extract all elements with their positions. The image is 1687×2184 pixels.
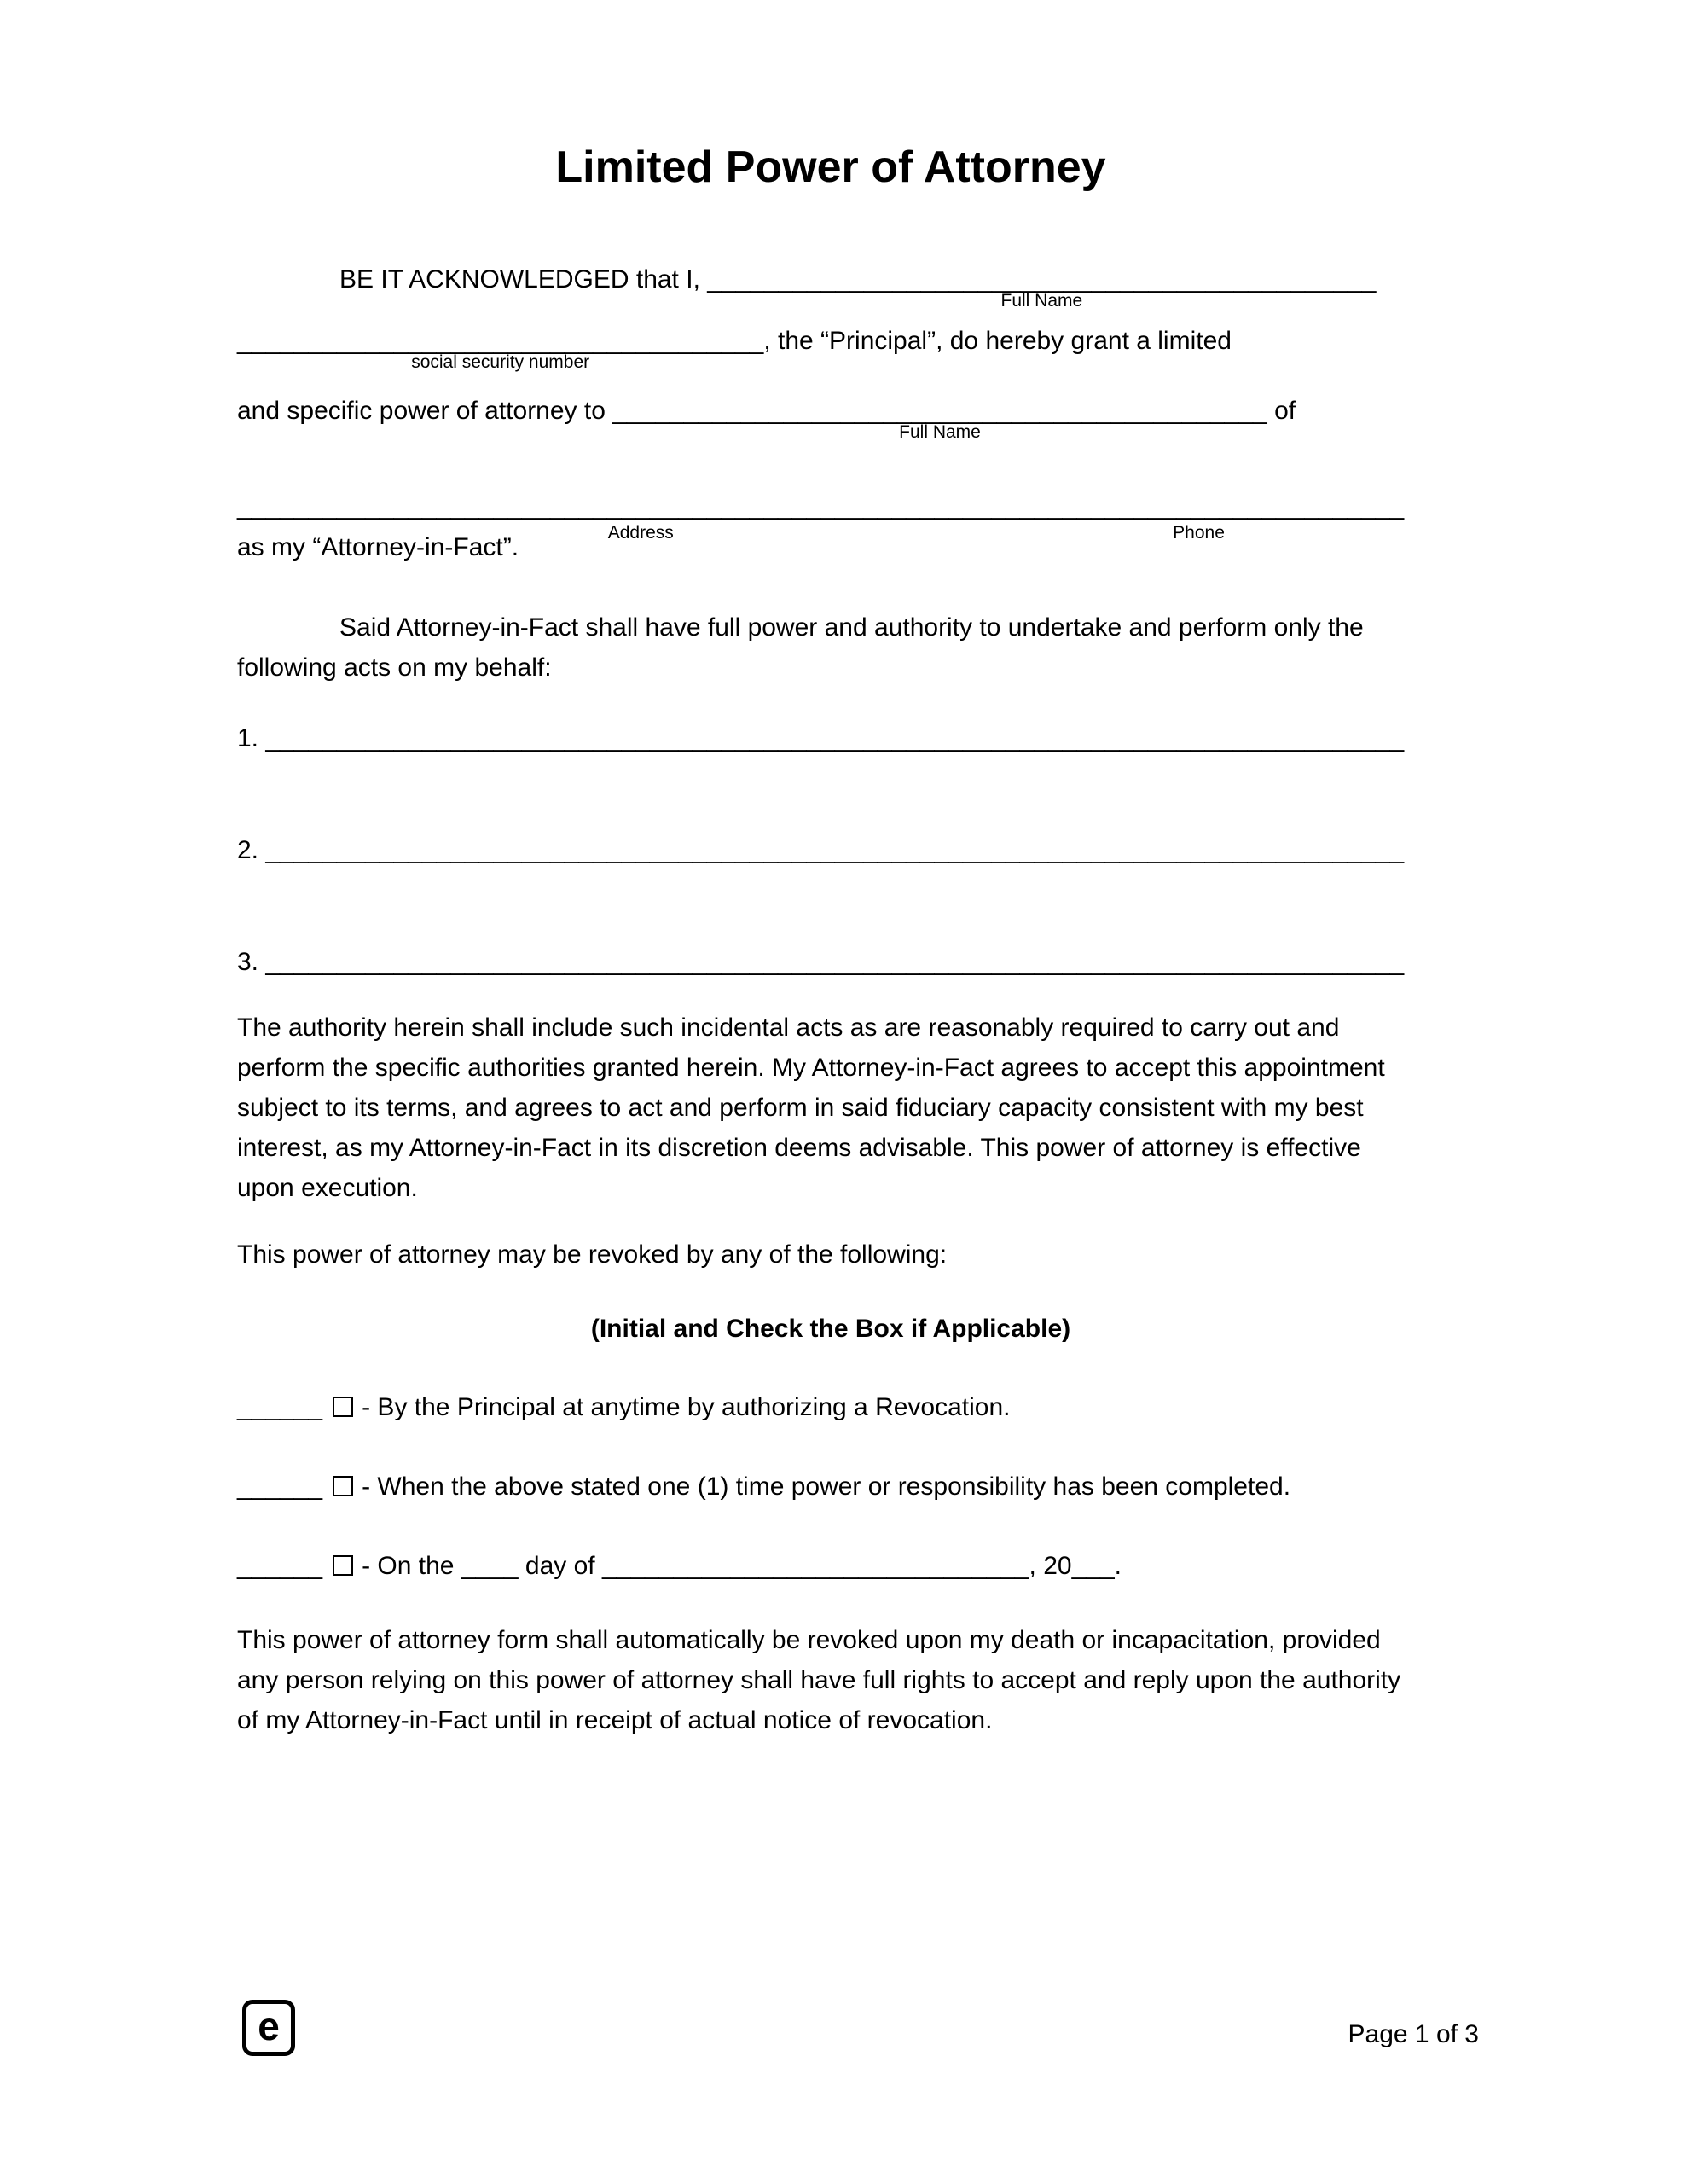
year-blank[interactable]: ___ [1071,1552,1115,1581]
power-item [237,943,1424,982]
revocation-option-principal [237,1387,1424,1427]
power-number: 2. [237,836,259,865]
initial-blank[interactable]: ______ [237,1552,323,1581]
grant-line [237,392,1424,443]
power-item [237,831,1424,870]
document-content [237,141,1424,1740]
checkbox-icon[interactable] [333,1476,353,1496]
option-year-prefix: , 20 [1029,1552,1072,1581]
power-blank[interactable]: ________________________________________________________________________________ [265,836,1405,865]
address-phone-line [237,487,1424,543]
grant-prefix: and specific power of attorney to [237,397,613,426]
address-label: Address [607,523,674,543]
ssn-blank[interactable]: _____________________________________ [237,327,764,356]
eforms-logo-letter: e [258,2004,280,2048]
authority-paragraph: The authority herein shall include such incidental acts as are reasonably required to carry out and perform the specific authorities granted herein. My Attorney-in-Fact agrees to accept this appointment subject to its terms, and agrees to act and perform in said fiduciary capacity consistent with my best interest, as my Attorney-in-Fact in its discretion deems advisable. This power of attorney is effective upon execution. [237,1014,1385,1203]
ssn-line [237,322,1424,373]
day-blank[interactable]: ____ [461,1552,519,1581]
checkbox-icon[interactable] [333,1555,353,1576]
acknowledge-prefix: BE IT ACKNOWLEDGED that I, [339,265,708,294]
phone-label: Phone [1173,523,1225,543]
agent-full-name-label: Full Name [899,422,981,443]
powers-instruction: Said Attorney-in-Fact shall have full power and authority to undertake and perform only the following acts on my behalf: [237,613,1364,682]
page-indicator: Page 1 of 3 [1348,2020,1479,2048]
revocation-heading: (Initial and Check the Box if Applicable) [590,1315,1071,1344]
checkbox-icon[interactable] [333,1397,353,1417]
address-phone-blank[interactable]: __________________________________________________________________________________ [237,492,1405,521]
power-number: 3. [237,948,259,977]
option-text: - When the above stated one (1) time power or responsibility has been completed. [362,1472,1291,1502]
agent-name-blank[interactable]: ______________________________________________ [612,397,1267,426]
revocation-intro: This power of attorney may be revoked by any of the following: [237,1240,948,1269]
eforms-logo [242,2000,295,2056]
power-number: 1. [237,724,259,753]
ssn-label: social security number [411,352,590,373]
termination-paragraph: This power of attorney form shall automatically be revoked upon my death or incapacitation, provided any person relying on this power of attorney shall have full rights to accept and reply upon the authority of my Attorney-in-Fact until in receipt of actual notice of revocation. [237,1626,1401,1735]
power-blank[interactable]: ________________________________________________________________________________ [265,948,1405,977]
attorney-closing: as my “Attorney-in-Fact”. [237,533,519,562]
initial-blank[interactable]: ______ [237,1393,323,1422]
principal-suffix: , the “Principal”, do hereby grant a limited [763,327,1232,356]
full-name-label: Full Name [1000,291,1083,311]
revocation-option-completed [237,1467,1424,1507]
grant-suffix: of [1267,397,1296,426]
acknowledge-line [237,260,1424,311]
option-text-prefix: - On the [362,1552,461,1581]
page-title: Limited Power of Attorney [555,142,1106,192]
power-item [237,719,1424,758]
initial-blank[interactable]: ______ [237,1472,323,1502]
principal-name-blank[interactable]: _______________________________________________ [707,265,1377,294]
month-blank[interactable]: ______________________________ [601,1552,1029,1581]
option-text: - By the Principal at anytime by authorizing a Revocation. [362,1393,1011,1422]
revocation-option-date [237,1546,1424,1586]
power-blank[interactable]: ________________________________________________________________________________ [265,724,1405,753]
option-text-middle: day of [518,1552,602,1581]
option-period: . [1114,1552,1122,1581]
